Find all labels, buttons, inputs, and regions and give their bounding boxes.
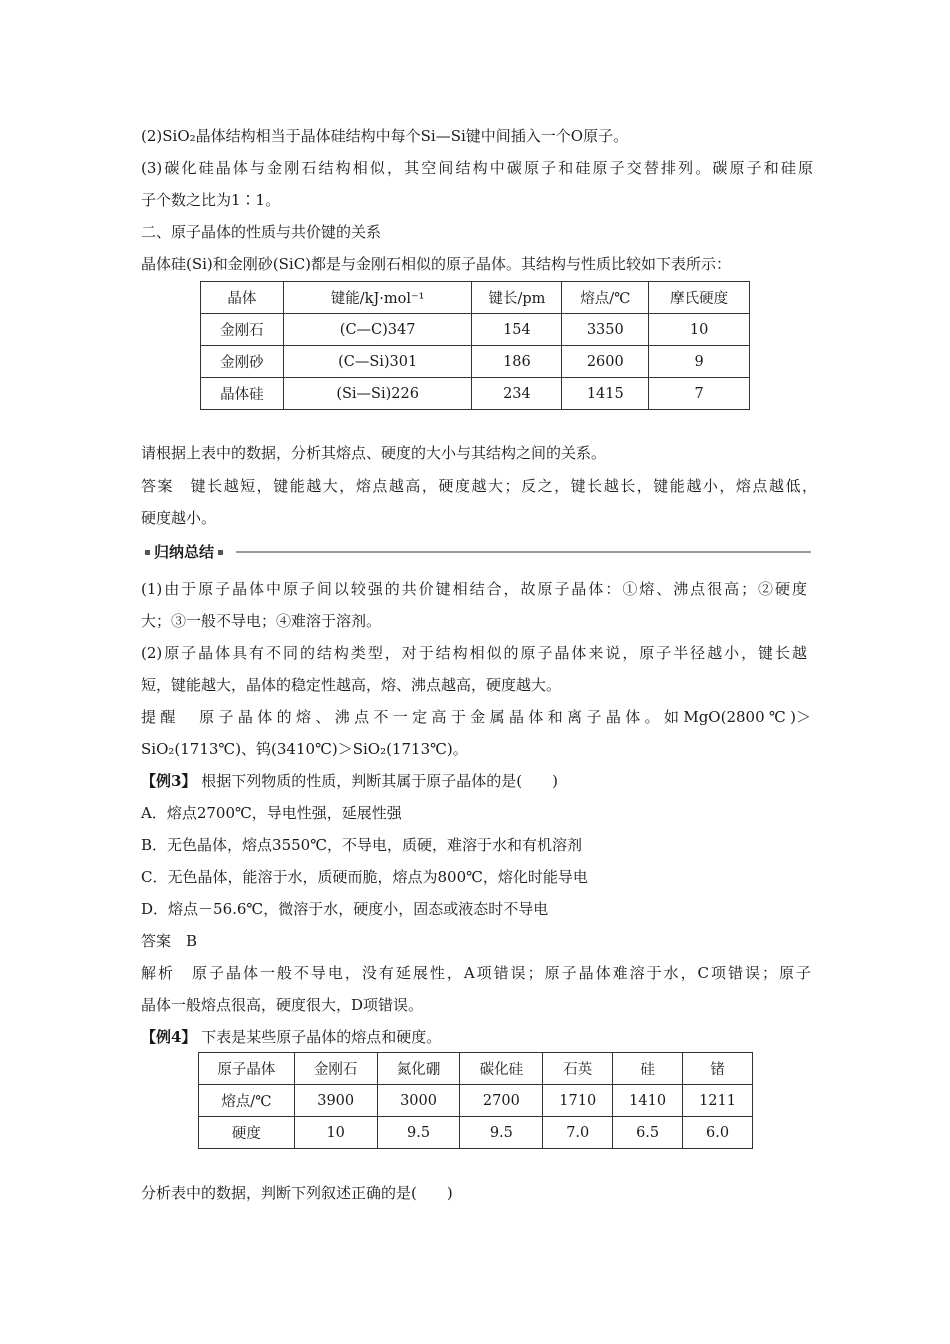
table-header-cell: 摩氏硬度 bbox=[649, 282, 750, 314]
comparison-table bbox=[200, 281, 750, 410]
table-cell: 9 bbox=[649, 346, 750, 378]
table-cell: (C—Si)301 bbox=[283, 346, 472, 378]
table-cell: 1415 bbox=[562, 378, 649, 410]
summary-point2-line1: (2)原子晶体具有不同的结构类型，对于结构相似的原子晶体来说，原子半径越小，键长越 bbox=[141, 644, 807, 662]
table-cell: 3000 bbox=[377, 1085, 460, 1117]
table-cell: 氮化硼 bbox=[377, 1053, 460, 1085]
summary-title bbox=[141, 541, 227, 563]
option-c: C．无色晶体，能溶于水，质硬而脆，熔点为800℃，熔化时能导电 bbox=[141, 868, 588, 886]
table-cell: 1410 bbox=[613, 1085, 683, 1117]
divider bbox=[236, 551, 811, 553]
example3-analysis-line1: 解析 原子晶体一般不导电，没有延展性，A项错误；原子晶体难溶于水，C项错误；原子 bbox=[141, 964, 811, 982]
table-cell: (C—C)347 bbox=[283, 314, 472, 346]
option-a: A．熔点2700℃，导电性强，延展性强 bbox=[141, 804, 402, 822]
table-cell: 3900 bbox=[294, 1085, 377, 1117]
table-cell: 熔点/℃ bbox=[199, 1085, 295, 1117]
example4-question bbox=[141, 1026, 441, 1048]
table-cell: 2700 bbox=[460, 1085, 543, 1117]
example3-label: 【例3】 bbox=[141, 772, 197, 790]
table-row bbox=[201, 346, 750, 378]
answer-line2: 硬度越小。 bbox=[141, 509, 217, 527]
square-bullet-icon bbox=[218, 550, 223, 555]
table-cell: 金刚石 bbox=[294, 1053, 377, 1085]
table-cell: 碳化硅 bbox=[460, 1053, 543, 1085]
square-bullet-icon bbox=[145, 550, 150, 555]
table-cell: 3350 bbox=[562, 314, 649, 346]
tip-line2: SiO₂(1713℃)、钨(3410℃)＞SiO₂(1713℃)。 bbox=[141, 740, 468, 758]
table-cell: 10 bbox=[649, 314, 750, 346]
table-cell: (Si—Si)226 bbox=[283, 378, 472, 410]
table-row bbox=[199, 1053, 753, 1085]
table-cell: 1211 bbox=[683, 1085, 753, 1117]
option-b: B．无色晶体，熔点3550℃，不导电，质硬，难溶于水和有机溶剂 bbox=[141, 836, 582, 854]
paragraph-sic-structure-line1: (3)碳化硅晶体与金刚石结构相似，其空间结构中碳原子和硅原子交替排列。碳原子和硅原 bbox=[141, 159, 813, 177]
option-d: D．熔点－56.6℃，微溶于水，硬度小，固态或液态时不导电 bbox=[141, 900, 549, 918]
table-row bbox=[201, 314, 750, 346]
hardness-table bbox=[198, 1052, 753, 1149]
table-cell: 金刚砂 bbox=[201, 346, 284, 378]
table-cell: 6.5 bbox=[613, 1117, 683, 1149]
summary-header bbox=[141, 541, 811, 563]
table-cell: 7 bbox=[649, 378, 750, 410]
example3-question bbox=[141, 770, 558, 792]
section-heading-2: 二、原子晶体的性质与共价键的关系 bbox=[141, 223, 382, 241]
example3-text: 根据下列物质的性质，判断其属于原子晶体的是( ) bbox=[201, 772, 558, 790]
table-cell: 154 bbox=[472, 314, 562, 346]
table-row bbox=[199, 1085, 753, 1117]
example4-prompt: 分析表中的数据，判断下列叙述正确的是( ) bbox=[141, 1184, 453, 1202]
table-row bbox=[201, 378, 750, 410]
table-cell: 2600 bbox=[562, 346, 649, 378]
table-header-cell: 熔点/℃ bbox=[562, 282, 649, 314]
table-cell: 硅 bbox=[613, 1053, 683, 1085]
answer-line1: 答案 键长越短，键能越大，熔点越高，硬度越大；反之，键长越长，键能越小，熔点越低， bbox=[141, 477, 817, 495]
table-header-cell: 键能/kJ·mol⁻¹ bbox=[283, 282, 472, 314]
example3-answer: 答案 B bbox=[141, 932, 198, 950]
table-header-cell: 键长/pm bbox=[472, 282, 562, 314]
table-cell: 7.0 bbox=[543, 1117, 613, 1149]
table-cell: 金刚石 bbox=[201, 314, 284, 346]
summary-point1-line2: 大；③一般不导电；④难溶于溶剂。 bbox=[141, 612, 382, 630]
table-cell: 186 bbox=[472, 346, 562, 378]
table-cell: 锗 bbox=[683, 1053, 753, 1085]
table-cell: 10 bbox=[294, 1117, 377, 1149]
table-cell: 9.5 bbox=[377, 1117, 460, 1149]
table-cell: 石英 bbox=[543, 1053, 613, 1085]
table-cell: 硬度 bbox=[199, 1117, 295, 1149]
example4-label: 【例4】 bbox=[141, 1028, 197, 1046]
summary-title-text: 归纳总结 bbox=[154, 543, 215, 561]
table-cell: 1710 bbox=[543, 1085, 613, 1117]
example4-text: 下表是某些原子晶体的熔点和硬度。 bbox=[201, 1028, 442, 1046]
example3-analysis-line2: 晶体一般熔点很高，硬度很大，D项错误。 bbox=[141, 996, 424, 1014]
table-header-row bbox=[201, 282, 750, 314]
table-header-cell: 晶体 bbox=[201, 282, 284, 314]
summary-point2-line2: 短，键能越大，晶体的稳定性越高，熔、沸点越高，硬度越大。 bbox=[141, 676, 562, 694]
table-cell: 晶体硅 bbox=[201, 378, 284, 410]
summary-point1-line1: (1)由于原子晶体中原子间以较强的共价键相结合，故原子晶体：①熔、沸点很高；②硬度 bbox=[141, 580, 807, 598]
tip-line1: 提醒 原子晶体的熔、沸点不一定高于金属晶体和离子晶体。如MgO(2800℃)＞ bbox=[141, 708, 811, 726]
table-cell: 234 bbox=[472, 378, 562, 410]
table-row bbox=[199, 1117, 753, 1149]
table-cell: 6.0 bbox=[683, 1117, 753, 1149]
paragraph-sio2-structure: (2)SiO₂晶体结构相当于晶体硅结构中每个Si—Si键中间插入一个O原子。 bbox=[141, 127, 629, 145]
question-text: 请根据上表中的数据，分析其熔点、硬度的大小与其结构之间的关系。 bbox=[141, 444, 607, 462]
table-cell: 原子晶体 bbox=[199, 1053, 295, 1085]
paragraph-sic-structure-line2: 子个数之比为1∶1。 bbox=[141, 191, 281, 209]
table-cell: 9.5 bbox=[460, 1117, 543, 1149]
table1-intro: 晶体硅(Si)和金刚砂(SiC)都是与金刚石相似的原子晶体。其结构与性质比较如下表所示： bbox=[141, 255, 732, 273]
